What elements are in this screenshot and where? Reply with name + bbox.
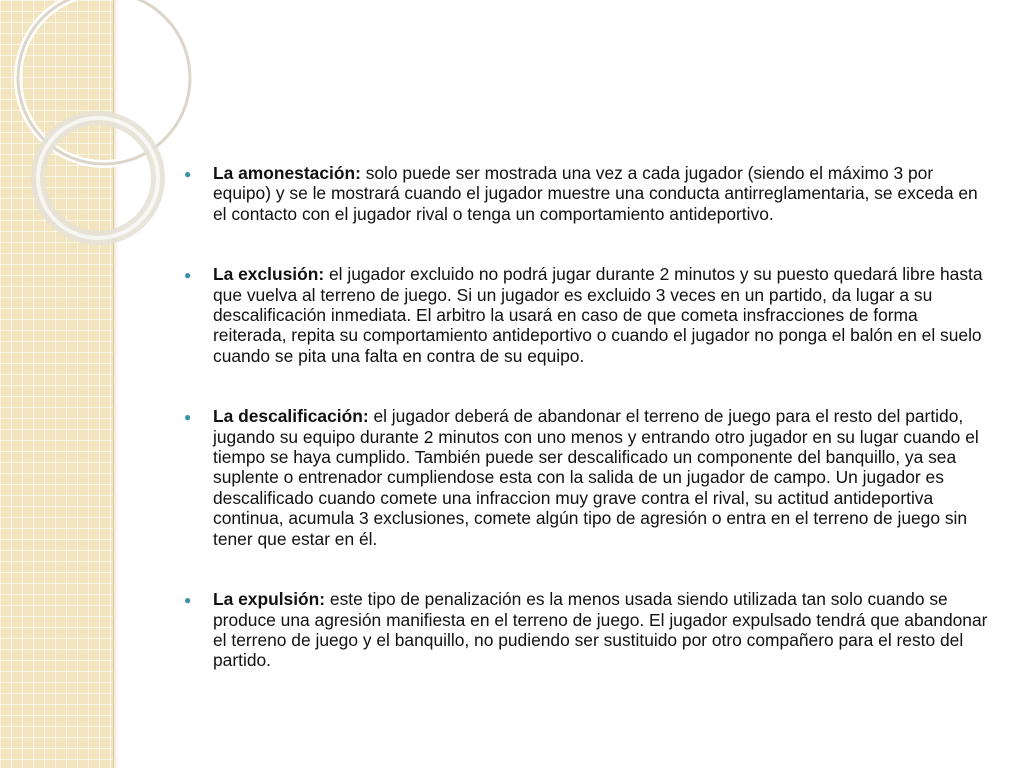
bullet-term: La descalificación:: [213, 406, 369, 427]
bullet-term: La expulsión:: [213, 589, 326, 610]
round-bullet-icon: ●: [184, 593, 192, 608]
bullet-term: La exclusión:: [213, 264, 325, 285]
round-bullet-icon: ●: [184, 268, 192, 283]
bullet-text: el jugador deberá de abandonar el terreno de juego para el resto del partido, jugando su equipo durante 2 minutos con uno menos y entrando otro jugador en su lugar cuando el tiempo se haya cumplido. También puede ser descalificado un componente del banquillo, ya sea suplente o entrenador cumpliendose esta con la salida de un jugador de campo. Un jugador es descalificado cuando comete una infraccion muy grave contra el rival, su actitud antideportiva continua, acumula 3 exclusiones, comete algún tipo de agresión o entra en el terreno de juego sin tener que estar en él.: [213, 406, 979, 549]
small-ring-highlight: [38, 118, 158, 238]
list-item-descalificacion: [184, 406, 990, 549]
list-item-exclusion: [184, 264, 990, 366]
bullet-list: [184, 163, 990, 711]
list-item-expulsion: [184, 589, 990, 671]
round-bullet-icon: ●: [184, 167, 192, 181]
bullet-text: este tipo de penalización es la menos usada siendo utilizada tan solo cuando se produce una agresión manifiesta en el terreno de juego. El jugador expulsado tendrá que abandonar el terreno de juego y el banquillo, no pudiendo ser sustituido por otro compañero para el resto del partido.: [213, 589, 988, 671]
bullet-text: el jugador excluido no podrá jugar durante 2 minutos y su puesto quedará libre hasta que vuelva al terreno de juego. Si un jugador es excluido 3 veces en un partido, da lugar a su descalificación inmediata. El arbitro la usará en caso de que cometa insfracciones de forma reiterada, repita su comportamiento antideportivo o cuando el jugador no ponga el balón en el suelo cuando se pita una falta en contra de su equipo.: [213, 264, 983, 366]
list-item-amonestacion: [184, 163, 990, 224]
bullet-term: La amonestación:: [213, 163, 361, 183]
bullet-text: solo puede ser mostrada una vez a cada jugador (siendo el máximo 3 por equipo) y se le mostrará cuando el jugador muestre una conducta antirreglamentaria, se exceda en el contacto con el jugador rival o tenga un comportamiento antideportivo.: [213, 163, 978, 224]
round-bullet-icon: ●: [184, 410, 192, 425]
decorative-rings: [0, 0, 200, 260]
